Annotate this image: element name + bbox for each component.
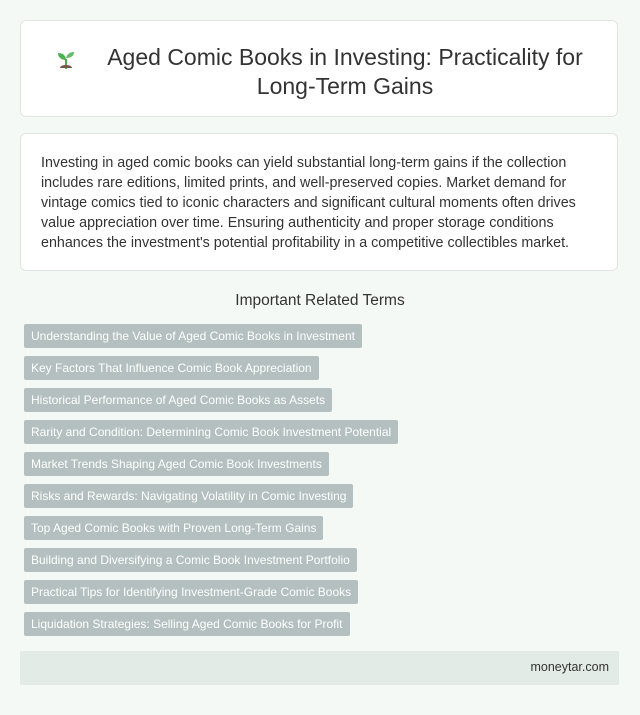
related-term-tag[interactable]: Practical Tips for Identifying Investment-Grade Comic Books	[24, 580, 358, 604]
related-terms-heading: Important Related Terms	[235, 292, 405, 309]
related-terms-list	[24, 324, 614, 644]
title-wrap	[51, 43, 597, 101]
seedling-icon	[51, 45, 81, 75]
related-term-tag[interactable]: Top Aged Comic Books with Proven Long-Term Gains	[24, 516, 323, 540]
related-term-tag[interactable]: Liquidation Strategies: Selling Aged Comic Books for Profit	[24, 612, 350, 636]
related-term-tag[interactable]: Key Factors That Influence Comic Book Appreciation	[24, 356, 319, 380]
related-term-tag[interactable]: Risks and Rewards: Navigating Volatility in Comic Investing	[24, 484, 353, 508]
footer-site-link[interactable]: moneytar.com	[530, 660, 609, 674]
related-term-tag[interactable]: Building and Diversifying a Comic Book Investment Portfolio	[24, 548, 357, 572]
related-term-tag[interactable]: Rarity and Condition: Determining Comic Book Investment Potential	[24, 420, 398, 444]
page-title: Aged Comic Books in Investing: Practicality for Long-Term Gains	[107, 44, 583, 99]
related-term-tag[interactable]: Understanding the Value of Aged Comic Books in Investment	[24, 324, 362, 348]
title-card	[20, 20, 618, 117]
summary-text: Investing in aged comic books can yield substantial long-term gains if the collection includes rare editions, limited prints, and well-preserved copies. Market demand for vintage comics tied to iconic characters and significant cultural moments often drives value appreciation over time. Ensuring authenticity and proper storage conditions enhances the investment's potential profitability in a competitive collectibles market.	[41, 155, 576, 251]
related-term-tag[interactable]: Historical Performance of Aged Comic Books as Assets	[24, 388, 332, 412]
footer	[20, 651, 619, 685]
summary-card	[20, 133, 618, 271]
related-term-tag[interactable]: Market Trends Shaping Aged Comic Book Investments	[24, 452, 329, 476]
